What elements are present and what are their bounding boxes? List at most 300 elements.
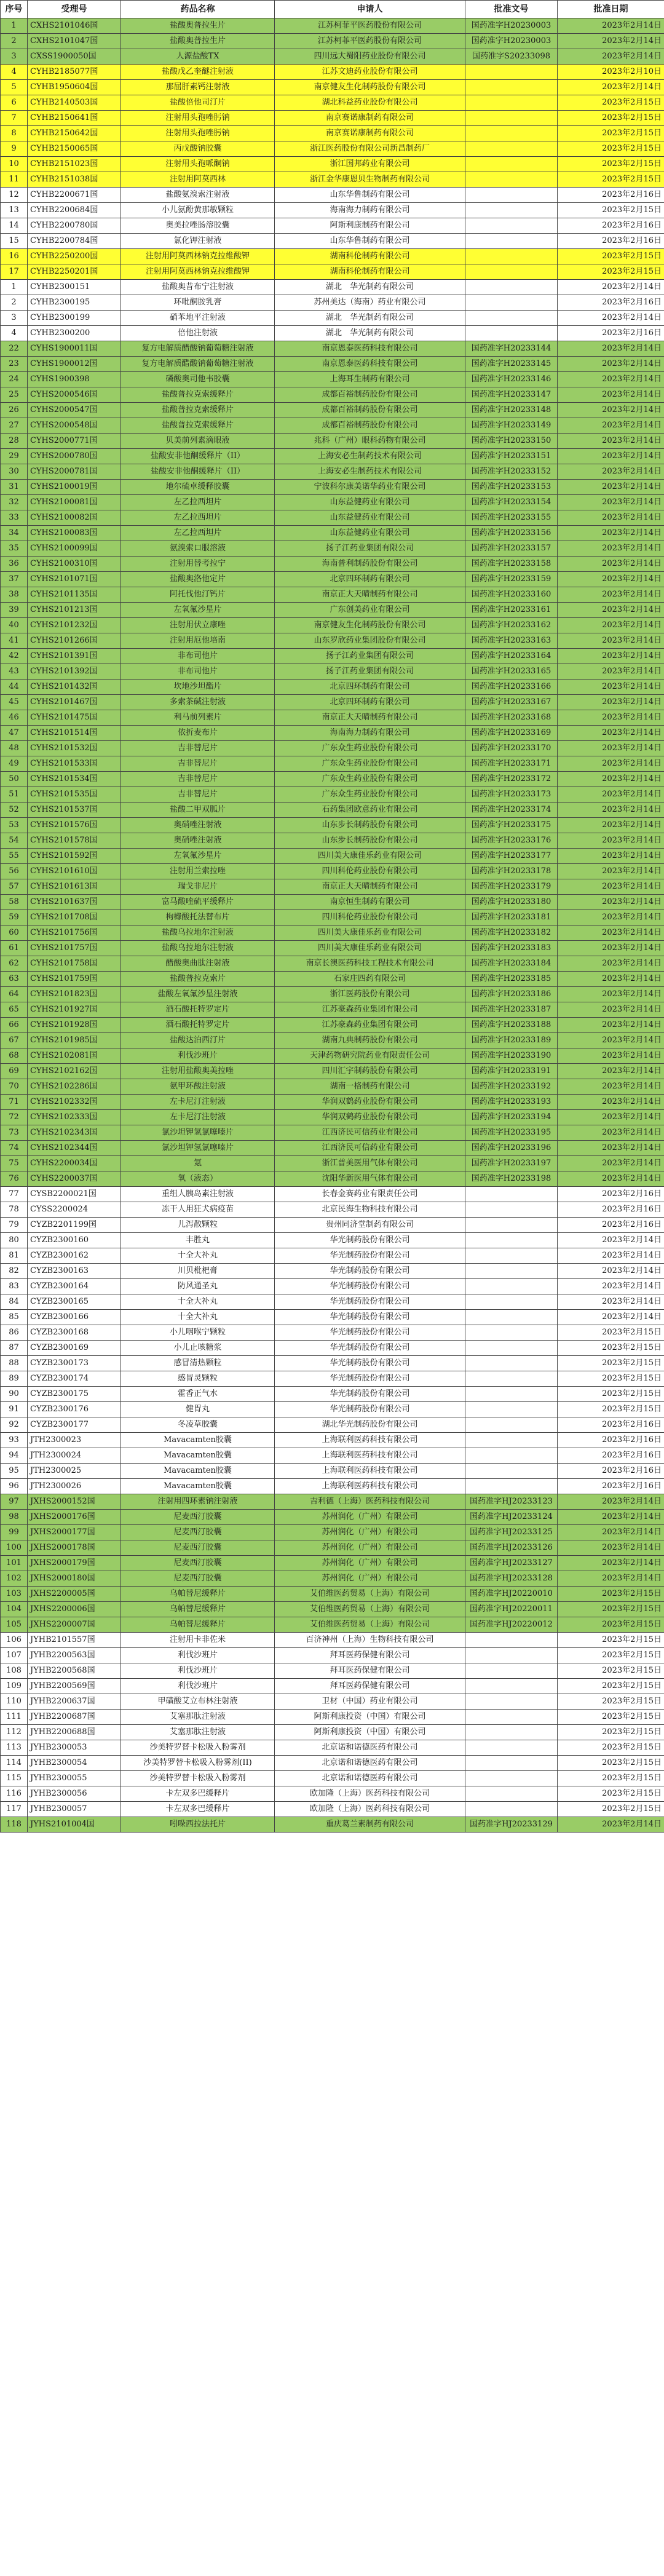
row-index-cell: 95	[1, 1464, 28, 1479]
applicant-cell: 石药集团欧意药业有限公司	[275, 803, 465, 818]
drug-name-cell: 利伐沙班片	[121, 1663, 275, 1679]
acceptance-number-cell: CYHS2101213国	[28, 603, 121, 618]
acceptance-number-cell: CYHS2101757国	[28, 941, 121, 956]
drug-name-cell: 氯沙坦钾氢氯噻嗪片	[121, 1141, 275, 1156]
drug-name-cell: Mavacamten胶囊	[121, 1479, 275, 1494]
table-row	[1, 387, 664, 403]
table-row	[1, 1248, 664, 1264]
applicant-cell: 华光制药股份有限公司	[275, 1294, 465, 1310]
approval-date-cell: 2023年2月15日	[558, 1679, 664, 1694]
drug-name-cell: 艾塞那肽注射液	[121, 1725, 275, 1740]
acceptance-number-cell: JTH2300023	[28, 1433, 121, 1448]
row-index-cell: 91	[1, 1402, 28, 1417]
applicant-cell: 贵州同济堂制药有限公司	[275, 1218, 465, 1233]
approval-number-cell	[465, 1325, 558, 1341]
acceptance-number-cell: CYHB2200784国	[28, 234, 121, 249]
drug-name-cell: 盐酸左氧氟沙星注射液	[121, 987, 275, 1002]
approval-date-cell: 2023年2月16日	[558, 1218, 664, 1233]
approval-date-cell: 2023年2月14日	[558, 664, 664, 680]
drug-name-cell: 甲磺酸艾立布林注射液	[121, 1694, 275, 1710]
drug-name-cell: 沙美特罗替卡松吸入粉雾剂	[121, 1740, 275, 1756]
applicant-cell: 成都百裕制药股份有限公司	[275, 403, 465, 418]
applicant-cell: 上海联利医药科技有限公司	[275, 1479, 465, 1494]
acceptance-number-cell: CYHS1900011国	[28, 341, 121, 357]
approval-date-cell: 2023年2月14日	[558, 741, 664, 756]
row-index-cell: 60	[1, 925, 28, 941]
drug-name-cell: 人源盐酸TX	[121, 49, 275, 65]
row-index-cell: 39	[1, 603, 28, 618]
table-row	[1, 1587, 664, 1602]
table-row	[1, 1633, 664, 1648]
drug-name-cell: 左乙拉西坦片	[121, 526, 275, 541]
applicant-cell: 欧加隆（上海）医药科技有限公司	[275, 1786, 465, 1802]
applicant-cell: 华润双鹤药业股份有限公司	[275, 1110, 465, 1125]
approval-number-cell	[465, 1694, 558, 1710]
applicant-cell: 南京健友生化制药股份有限公司	[275, 618, 465, 633]
approval-date-cell: 2023年2月15日	[558, 1710, 664, 1725]
applicant-cell: 华光制药股份有限公司	[275, 1341, 465, 1356]
row-index-cell: 107	[1, 1648, 28, 1663]
approval-number-cell	[465, 172, 558, 188]
approval-date-cell: 2023年2月15日	[558, 95, 664, 111]
table-row	[1, 1663, 664, 1679]
approval-number-cell: 国药准字H20233169	[465, 726, 558, 741]
applicant-cell: 宁波科尔康美诺华药业有限公司	[275, 480, 465, 495]
drug-name-cell: 盐酸达泊西汀片	[121, 1033, 275, 1048]
acceptance-number-cell: CYHB2150641国	[28, 111, 121, 126]
applicant-cell: 南京正大天晴制药有限公司	[275, 710, 465, 726]
acceptance-number-cell: CYHS2102333国	[28, 1110, 121, 1125]
approval-date-cell: 2023年2月14日	[558, 1033, 664, 1048]
row-index-cell: 103	[1, 1587, 28, 1602]
row-index-cell: 11	[1, 172, 28, 188]
acceptance-number-cell: CYHB1950604国	[28, 80, 121, 95]
acceptance-number-cell: CYHS2102286国	[28, 1079, 121, 1095]
drug-name-cell: 川贝枇杷膏	[121, 1264, 275, 1279]
approval-date-cell: 2023年2月15日	[558, 1617, 664, 1633]
row-index-cell: 106	[1, 1633, 28, 1648]
acceptance-number-cell: CYHS2101758国	[28, 956, 121, 972]
table-row	[1, 1018, 664, 1033]
row-index-cell: 28	[1, 434, 28, 449]
applicant-cell: 阿斯利康制药有限公司	[275, 218, 465, 234]
approval-number-cell	[465, 1633, 558, 1648]
applicant-cell: 华光制药股份有限公司	[275, 1248, 465, 1264]
applicant-cell: 北京诺和诺德医药有限公司	[275, 1771, 465, 1786]
table-row	[1, 403, 664, 418]
row-index-cell: 55	[1, 849, 28, 864]
approval-date-cell: 2023年2月14日	[558, 879, 664, 895]
table-row	[1, 1771, 664, 1786]
drug-name-cell: 氪	[121, 1156, 275, 1171]
acceptance-number-cell: CYZB2300176	[28, 1402, 121, 1417]
approval-date-cell: 2023年2月16日	[558, 1202, 664, 1218]
approval-number-cell	[465, 1679, 558, 1694]
row-index-cell: 4	[1, 65, 28, 80]
row-index-cell: 37	[1, 572, 28, 587]
drug-name-cell: 沙美特罗替卡松吸入粉雾剂	[121, 1771, 275, 1786]
drug-name-cell: 醋酸奥曲肽注射液	[121, 956, 275, 972]
table-row	[1, 710, 664, 726]
row-index-cell: 34	[1, 526, 28, 541]
row-index-cell: 33	[1, 510, 28, 526]
table-row	[1, 126, 664, 141]
approval-date-cell: 2023年2月14日	[558, 1171, 664, 1187]
table-row	[1, 1571, 664, 1587]
approval-date-cell: 2023年2月15日	[558, 172, 664, 188]
applicant-cell: 山东益健药业有限公司	[275, 510, 465, 526]
approval-date-cell: 2023年2月14日	[558, 1064, 664, 1079]
row-index-cell: 45	[1, 695, 28, 710]
acceptance-number-cell: JTH2300024	[28, 1448, 121, 1464]
table-row	[1, 510, 664, 526]
approval-date-cell: 2023年2月14日	[558, 34, 664, 49]
drug-name-cell: 乌帕替尼缓释片	[121, 1602, 275, 1617]
applicant-cell: 扬子江药业集团有限公司	[275, 541, 465, 557]
row-index-cell: 65	[1, 1002, 28, 1018]
row-index-cell: 22	[1, 341, 28, 357]
approval-number-cell: 国药准字H20233191	[465, 1064, 558, 1079]
approval-date-cell: 2023年2月14日	[558, 864, 664, 879]
drug-name-cell: Mavacamten胶囊	[121, 1464, 275, 1479]
approval-number-cell: 国药准字H20233160	[465, 587, 558, 603]
table-row	[1, 1525, 664, 1540]
approval-number-cell	[465, 1202, 558, 1218]
table-row	[1, 80, 664, 95]
drug-name-cell: 磷酸奥司他韦胶囊	[121, 372, 275, 387]
approval-number-cell: 国药准字H20233182	[465, 925, 558, 941]
applicant-cell: 成都百裕制药股份有限公司	[275, 418, 465, 434]
table-row	[1, 1218, 664, 1233]
approval-date-cell: 2023年2月15日	[558, 157, 664, 172]
drug-name-cell: 利伐沙班片	[121, 1648, 275, 1663]
row-index-cell: 97	[1, 1494, 28, 1510]
drug-name-cell: 多索茶碱注射液	[121, 695, 275, 710]
drug-name-cell: 艾塞那肽注射液	[121, 1710, 275, 1725]
approval-number-cell	[465, 1417, 558, 1433]
row-index-cell: 74	[1, 1141, 28, 1156]
applicant-cell: 湖北 华光制药有限公司	[275, 311, 465, 326]
table-row	[1, 480, 664, 495]
row-index-cell: 41	[1, 633, 28, 649]
approval-date-cell: 2023年2月15日	[558, 1371, 664, 1387]
approval-date-cell: 2023年2月15日	[558, 1648, 664, 1663]
approval-number-cell	[465, 311, 558, 326]
drug-name-cell: 十全大补丸	[121, 1294, 275, 1310]
applicant-cell: 华光制药股份有限公司	[275, 1356, 465, 1371]
row-index-cell: 108	[1, 1663, 28, 1679]
drug-name-cell: 奥硝唑注射液	[121, 818, 275, 833]
applicant-cell: 拜耳医药保健有限公司	[275, 1679, 465, 1694]
applicant-cell: 南京恩泰医药科技有限公司	[275, 341, 465, 357]
approval-number-cell: 国药准字HJ20220011	[465, 1602, 558, 1617]
table-row	[1, 1802, 664, 1817]
acceptance-number-cell: CXHS2101046国	[28, 18, 121, 34]
acceptance-number-cell: CYHS2000546国	[28, 387, 121, 403]
drug-name-cell: 沙美特罗替卡松吸入粉雾剂(II)	[121, 1756, 275, 1771]
approval-number-cell	[465, 1479, 558, 1494]
table-body	[1, 18, 664, 1833]
applicant-cell: 山东罗欣药业集团股份有限公司	[275, 633, 465, 649]
acceptance-number-cell: JYHB2200568国	[28, 1663, 121, 1679]
drug-name-cell: 奥美拉唑肠溶胶囊	[121, 218, 275, 234]
applicant-cell: 上海安必生制药技术有限公司	[275, 449, 465, 464]
table-row	[1, 1540, 664, 1556]
row-index-cell: 76	[1, 1171, 28, 1187]
table-row	[1, 434, 664, 449]
approval-number-cell: 国药准字H20233144	[465, 341, 558, 357]
table-row	[1, 1141, 664, 1156]
applicant-cell: 华光制药股份有限公司	[275, 1325, 465, 1341]
row-index-cell: 102	[1, 1571, 28, 1587]
table-row	[1, 1817, 664, 1833]
approval-number-cell: 国药准字H20233165	[465, 664, 558, 680]
drug-name-cell: 注射用阿莫西林	[121, 172, 275, 188]
table-row	[1, 1110, 664, 1125]
approval-number-cell: 国药准字H20233194	[465, 1110, 558, 1125]
table-row	[1, 188, 664, 203]
row-index-cell: 17	[1, 264, 28, 280]
row-index-cell: 66	[1, 1018, 28, 1033]
approval-date-cell: 2023年2月14日	[558, 1156, 664, 1171]
drug-name-cell: 非布司他片	[121, 664, 275, 680]
applicant-cell: 四川科伦药业股份有限公司	[275, 910, 465, 925]
approval-date-cell: 2023年2月14日	[558, 787, 664, 803]
table-row	[1, 572, 664, 587]
table-row	[1, 726, 664, 741]
approval-date-cell: 2023年2月14日	[558, 1510, 664, 1525]
approval-date-cell: 2023年2月14日	[558, 772, 664, 787]
drug-name-cell: 酒石酸托特罗定片	[121, 1002, 275, 1018]
approval-date-cell: 2023年2月14日	[558, 1248, 664, 1264]
applicant-cell: 艾伯维医药贸易（上海）有限公司	[275, 1587, 465, 1602]
acceptance-number-cell: CYHB2300195	[28, 295, 121, 311]
acceptance-number-cell: JYHB2200563国	[28, 1648, 121, 1663]
drug-name-cell: 注射用厄他培南	[121, 633, 275, 649]
applicant-cell: 欧加隆（上海）医药科技有限公司	[275, 1802, 465, 1817]
approval-date-cell: 2023年2月15日	[558, 1341, 664, 1356]
table-row	[1, 1187, 664, 1202]
approval-date-cell: 2023年2月15日	[558, 1633, 664, 1648]
approval-date-cell: 2023年2月14日	[558, 1018, 664, 1033]
approval-number-cell: 国药准字H20233174	[465, 803, 558, 818]
row-index-cell: 48	[1, 741, 28, 756]
approval-date-cell: 2023年2月14日	[558, 587, 664, 603]
approval-number-cell	[465, 1786, 558, 1802]
approval-date-cell: 2023年2月15日	[558, 1587, 664, 1602]
drug-name-cell: 吉非替尼片	[121, 772, 275, 787]
approval-number-cell	[465, 1356, 558, 1371]
approval-date-cell: 2023年2月14日	[558, 1279, 664, 1294]
approval-date-cell: 2023年2月14日	[558, 972, 664, 987]
applicant-cell: 湖南一格制药有限公司	[275, 1079, 465, 1095]
approval-number-cell: 国药准字H20233177	[465, 849, 558, 864]
table-row	[1, 1294, 664, 1310]
approval-date-cell: 2023年2月14日	[558, 1233, 664, 1248]
table-row	[1, 1095, 664, 1110]
applicant-cell: 卫材（中国）药业有限公司	[275, 1694, 465, 1710]
applicant-cell: 北京四环制药有限公司	[275, 680, 465, 695]
approval-date-cell: 2023年2月14日	[558, 495, 664, 510]
approval-date-cell: 2023年2月15日	[558, 1356, 664, 1371]
approval-date-cell: 2023年2月14日	[558, 403, 664, 418]
approval-date-cell: 2023年2月16日	[558, 1479, 664, 1494]
applicant-cell: 山东华鲁制药有限公司	[275, 234, 465, 249]
approval-date-cell: 2023年2月15日	[558, 1740, 664, 1756]
approval-date-cell: 2023年2月14日	[558, 818, 664, 833]
applicant-cell: 天津药物研究院药业有限责任公司	[275, 1048, 465, 1064]
row-index-cell: 49	[1, 756, 28, 772]
applicant-cell: 阿斯利康投资（中国）有限公司	[275, 1710, 465, 1725]
applicant-cell: 百济神州（上海）生物科技有限公司	[275, 1633, 465, 1648]
applicant-cell: 沈阳华新医用气体有限公司	[275, 1171, 465, 1187]
table-row	[1, 1171, 664, 1187]
approval-number-cell	[465, 1433, 558, 1448]
applicant-cell: 南京恩泰医药科技有限公司	[275, 357, 465, 372]
applicant-cell: 华润双鹤药业股份有限公司	[275, 1095, 465, 1110]
approval-number-cell: 国药准字S20233098	[465, 49, 558, 65]
approval-number-cell	[465, 1402, 558, 1417]
applicant-cell: 南京赛诺康制药有限公司	[275, 126, 465, 141]
applicant-cell: 南京正大天晴制药有限公司	[275, 879, 465, 895]
row-index-cell: 42	[1, 649, 28, 664]
row-index-cell: 36	[1, 557, 28, 572]
approval-number-cell	[465, 65, 558, 80]
approval-number-cell: 国药准字HJ20233123	[465, 1494, 558, 1510]
drug-name-cell: 依折麦布片	[121, 726, 275, 741]
approval-date-cell: 2023年2月15日	[558, 111, 664, 126]
drug-name-cell: 尼麦西汀胶囊	[121, 1571, 275, 1587]
drug-name-cell: 防风通圣丸	[121, 1279, 275, 1294]
drug-name-cell: 左氧氟沙星片	[121, 849, 275, 864]
table-row	[1, 418, 664, 434]
applicant-cell: 上海安必生制药技术有限公司	[275, 464, 465, 480]
approval-date-cell: 2023年2月14日	[558, 18, 664, 34]
drug-name-cell: 阿托伐他汀钙片	[121, 587, 275, 603]
row-index-cell: 50	[1, 772, 28, 787]
acceptance-number-cell: CYHS2100099国	[28, 541, 121, 557]
applicant-cell: 苏州润化（广州）有限公司	[275, 1525, 465, 1540]
row-index-cell: 116	[1, 1786, 28, 1802]
row-index-cell: 51	[1, 787, 28, 803]
acceptance-number-cell: CYHB2150065国	[28, 141, 121, 157]
drug-name-cell: 左乙拉西坦片	[121, 510, 275, 526]
drug-name-cell: 注射用伏立康唑	[121, 618, 275, 633]
acceptance-number-cell: CYZB2300165	[28, 1294, 121, 1310]
approval-date-cell: 2023年2月16日	[558, 1187, 664, 1202]
approval-number-cell: 国药准字H20233183	[465, 941, 558, 956]
approval-number-cell: 国药准字HJ20220012	[465, 1617, 558, 1633]
approval-number-cell: 国药准字HJ20220010	[465, 1587, 558, 1602]
approval-date-cell: 2023年2月14日	[558, 1817, 664, 1833]
drug-name-cell: 左乙拉西坦片	[121, 495, 275, 510]
drug-name-cell: 十全大补丸	[121, 1310, 275, 1325]
approval-date-cell: 2023年2月15日	[558, 126, 664, 141]
applicant-cell: 浙江医药股份有限公司新昌制药厂	[275, 141, 465, 157]
table-row	[1, 1602, 664, 1617]
approval-number-cell: 国药准字H20233196	[465, 1141, 558, 1156]
drug-name-cell: 盐酸普拉克索片	[121, 972, 275, 987]
applicant-cell: 南京正大天晴制药有限公司	[275, 587, 465, 603]
approval-number-cell	[465, 280, 558, 295]
row-index-cell: 101	[1, 1556, 28, 1571]
table-row	[1, 249, 664, 264]
approval-number-cell: 国药准字H20233162	[465, 618, 558, 633]
acceptance-number-cell: CYZB2300166	[28, 1310, 121, 1325]
header-drug-name: 药品名称	[121, 1, 275, 18]
drug-name-cell: 注射用阿莫西林钠克拉维酸钾	[121, 264, 275, 280]
approval-number-cell	[465, 95, 558, 111]
acceptance-number-cell: JXHS2000178国	[28, 1540, 121, 1556]
drug-name-cell: 乌帕替尼缓释片	[121, 1587, 275, 1602]
applicant-cell: 浙江医药股份有限公司	[275, 987, 465, 1002]
approval-number-cell: 国药准字H20233186	[465, 987, 558, 1002]
drug-name-cell: 盐酸安非他酮缓释片（II）	[121, 464, 275, 480]
acceptance-number-cell: CYZB2300174	[28, 1371, 121, 1387]
table-row	[1, 1341, 664, 1356]
acceptance-number-cell: CYHS2000780国	[28, 449, 121, 464]
drug-name-cell: 盐酸乌拉地尔注射液	[121, 941, 275, 956]
acceptance-number-cell: CYHS2102332国	[28, 1095, 121, 1110]
table-row	[1, 1202, 664, 1218]
approval-date-cell: 2023年2月14日	[558, 1494, 664, 1510]
approval-number-cell	[465, 249, 558, 264]
approval-number-cell: 国药准字H20233156	[465, 526, 558, 541]
row-index-cell: 75	[1, 1156, 28, 1171]
approval-number-cell	[465, 295, 558, 311]
acceptance-number-cell: JYHB2200569国	[28, 1679, 121, 1694]
drug-name-cell: 地尔硫卓缓释胶囊	[121, 480, 275, 495]
acceptance-number-cell: JYHB2300057	[28, 1802, 121, 1817]
acceptance-number-cell: JYHB2101557国	[28, 1633, 121, 1648]
acceptance-number-cell: JXHS2000177国	[28, 1525, 121, 1540]
drug-name-cell: 氧（液态）	[121, 1171, 275, 1187]
approval-number-cell: 国药准字H20233159	[465, 572, 558, 587]
applicant-cell: 广东众生药业股份有限公司	[275, 772, 465, 787]
table-row	[1, 1356, 664, 1371]
table-row	[1, 141, 664, 157]
table-row	[1, 1494, 664, 1510]
acceptance-number-cell: JXHS2200005国	[28, 1587, 121, 1602]
table-row	[1, 1279, 664, 1294]
drug-name-cell: 小儿氨酚黄那敏颗粒	[121, 203, 275, 218]
table-row	[1, 1464, 664, 1479]
acceptance-number-cell: CYHS2100083国	[28, 526, 121, 541]
approval-number-cell: 国药准字H20233172	[465, 772, 558, 787]
approval-number-cell	[465, 1310, 558, 1325]
row-index-cell: 110	[1, 1694, 28, 1710]
table-row	[1, 818, 664, 833]
applicant-cell: 四川美大康佳乐药业有限公司	[275, 941, 465, 956]
acceptance-number-cell: JXHS2000152国	[28, 1494, 121, 1510]
approval-date-cell: 2023年2月14日	[558, 803, 664, 818]
row-index-cell: 68	[1, 1048, 28, 1064]
acceptance-number-cell: CYHS2101532国	[28, 741, 121, 756]
applicant-cell: 海南海力制药有限公司	[275, 726, 465, 741]
row-index-cell: 117	[1, 1802, 28, 1817]
table-row	[1, 910, 664, 925]
approval-number-cell	[465, 1187, 558, 1202]
approval-date-cell: 2023年2月14日	[558, 1095, 664, 1110]
drug-name-cell: 盐酸倍他司汀片	[121, 95, 275, 111]
acceptance-number-cell: JXHS2000180国	[28, 1571, 121, 1587]
table-row	[1, 49, 664, 65]
drug-name-cell: 霍香正气水	[121, 1387, 275, 1402]
applicant-cell: 山东华鲁制药有限公司	[275, 188, 465, 203]
approval-date-cell: 2023年2月14日	[558, 1125, 664, 1141]
acceptance-number-cell: JXHS2200007国	[28, 1617, 121, 1633]
table-row	[1, 1756, 664, 1771]
